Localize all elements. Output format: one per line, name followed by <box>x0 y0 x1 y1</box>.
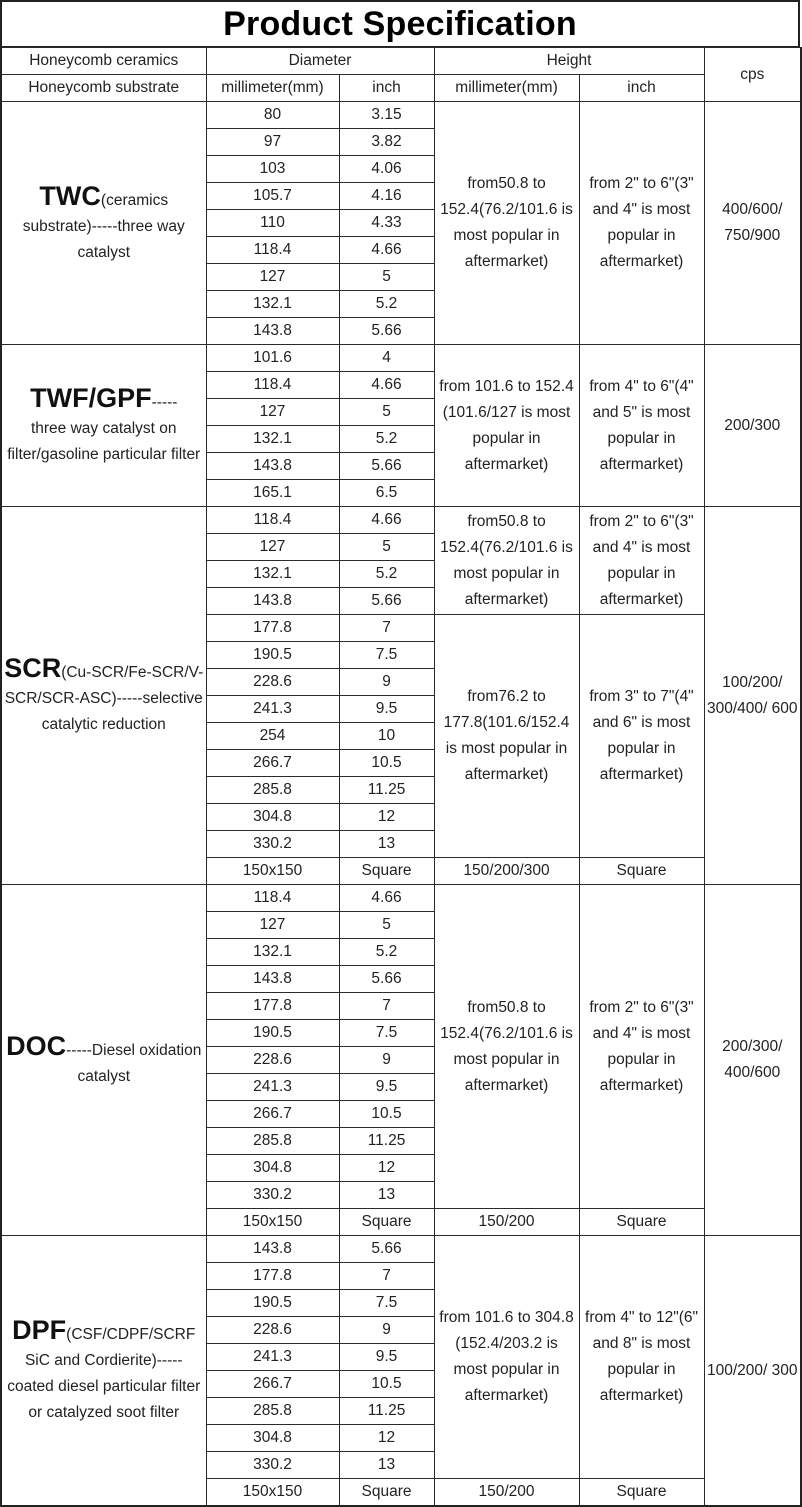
product-description: (CSF/CDPF/SCRF SiC and Cordierite)-----coated diesel particular filter or catalyzed soot filter <box>7 1326 201 1421</box>
diameter-inch-cell: 10.5 <box>339 1371 434 1398</box>
diameter-inch-cell: 9 <box>339 669 434 696</box>
diameter-inch-cell: 11.25 <box>339 777 434 804</box>
diameter-inch-cell: 13 <box>339 1452 434 1479</box>
diameter-mm-cell: 241.3 <box>206 1074 339 1101</box>
height-mm-cell: 150/200 <box>434 1209 579 1236</box>
height-inch-cell: Square <box>579 1479 704 1507</box>
header-cps: cps <box>704 48 801 102</box>
diameter-inch-cell: 10.5 <box>339 1101 434 1128</box>
diameter-mm-cell: 150x150 <box>206 858 339 885</box>
diameter-mm-cell: 177.8 <box>206 993 339 1020</box>
diameter-mm-cell: 266.7 <box>206 750 339 777</box>
diameter-inch-cell: 5.2 <box>339 426 434 453</box>
product-type-cell <box>1 102 206 345</box>
diameter-mm-cell: 177.8 <box>206 615 339 642</box>
product-description: -----Diesel oxidation catalyst <box>66 1041 202 1085</box>
diameter-mm-cell: 101.6 <box>206 345 339 372</box>
diameter-mm-cell: 330.2 <box>206 1182 339 1209</box>
diameter-mm-cell: 132.1 <box>206 939 339 966</box>
header-product-type-1: Honeycomb ceramics <box>1 48 206 75</box>
header-product-type-2: Honeycomb substrate <box>1 75 206 102</box>
diameter-mm-cell: 127 <box>206 912 339 939</box>
diameter-inch-cell: 5 <box>339 912 434 939</box>
diameter-inch-cell: 7 <box>339 993 434 1020</box>
table-row <box>1 885 801 912</box>
diameter-inch-cell: 5.66 <box>339 453 434 480</box>
height-mm-cell: from50.8 to 152.4(76.2/101.6 is most popular in aftermarket) <box>434 507 579 615</box>
height-mm-cell: 150/200/300 <box>434 858 579 885</box>
product-type-cell <box>1 507 206 885</box>
diameter-mm-cell: 110 <box>206 210 339 237</box>
height-inch-cell: from 2" to 6"(3" and 4" is most popular in aftermarket) <box>579 507 704 615</box>
diameter-mm-cell: 132.1 <box>206 561 339 588</box>
table-row <box>1 507 801 534</box>
diameter-mm-cell: 118.4 <box>206 372 339 399</box>
diameter-inch-cell: 4.66 <box>339 885 434 912</box>
height-mm-cell: from50.8 to 152.4(76.2/101.6 is most popular in aftermarket) <box>434 102 579 345</box>
diameter-inch-cell: 13 <box>339 1182 434 1209</box>
diameter-mm-cell: 330.2 <box>206 831 339 858</box>
diameter-inch-cell: 4.66 <box>339 237 434 264</box>
height-inch-cell: from 4" to 12"(6" and 8" is most popular in aftermarket) <box>579 1236 704 1479</box>
diameter-inch-cell: Square <box>339 858 434 885</box>
diameter-inch-cell: 5 <box>339 399 434 426</box>
table-row <box>1 1236 801 1263</box>
diameter-mm-cell: 143.8 <box>206 318 339 345</box>
diameter-mm-cell: 266.7 <box>206 1371 339 1398</box>
diameter-inch-cell: Square <box>339 1209 434 1236</box>
header-height-inch: inch <box>579 75 704 102</box>
diameter-mm-cell: 190.5 <box>206 1020 339 1047</box>
diameter-mm-cell: 228.6 <box>206 1047 339 1074</box>
diameter-inch-cell: 5.66 <box>339 1236 434 1263</box>
diameter-mm-cell: 150x150 <box>206 1479 339 1507</box>
diameter-inch-cell: 5 <box>339 534 434 561</box>
diameter-mm-cell: 143.8 <box>206 453 339 480</box>
diameter-inch-cell: 9.5 <box>339 1074 434 1101</box>
diameter-mm-cell: 143.8 <box>206 966 339 993</box>
diameter-mm-cell: 127 <box>206 534 339 561</box>
header-row-1 <box>1 48 801 75</box>
diameter-inch-cell: 12 <box>339 1155 434 1182</box>
diameter-inch-cell: 9 <box>339 1317 434 1344</box>
diameter-inch-cell: 7.5 <box>339 1290 434 1317</box>
diameter-inch-cell: 11.25 <box>339 1128 434 1155</box>
diameter-inch-cell: Square <box>339 1479 434 1507</box>
diameter-mm-cell: 304.8 <box>206 804 339 831</box>
diameter-inch-cell: 5.66 <box>339 966 434 993</box>
header-diameter: Diameter <box>206 48 434 75</box>
diameter-inch-cell: 9.5 <box>339 1344 434 1371</box>
product-code-suffix: ----- <box>151 394 178 411</box>
diameter-mm-cell: 228.6 <box>206 1317 339 1344</box>
diameter-inch-cell: 3.15 <box>339 102 434 129</box>
diameter-inch-cell: 5.2 <box>339 291 434 318</box>
diameter-mm-cell: 127 <box>206 399 339 426</box>
diameter-mm-cell: 80 <box>206 102 339 129</box>
diameter-mm-cell: 330.2 <box>206 1452 339 1479</box>
diameter-inch-cell: 5.66 <box>339 318 434 345</box>
height-mm-cell: from76.2 to 177.8(101.6/152.4 is most popular in aftermarket) <box>434 615 579 858</box>
page-title: Product Specification <box>0 0 800 47</box>
product-code: TWF/GPF <box>30 383 152 413</box>
diameter-mm-cell: 118.4 <box>206 507 339 534</box>
height-mm-cell: 150/200 <box>434 1479 579 1507</box>
diameter-inch-cell: 4.16 <box>339 183 434 210</box>
diameter-inch-cell: 7.5 <box>339 642 434 669</box>
product-code: DOC <box>6 1030 67 1061</box>
diameter-mm-cell: 103 <box>206 156 339 183</box>
height-mm-cell: from50.8 to 152.4(76.2/101.6 is most popular in aftermarket) <box>434 885 579 1209</box>
diameter-mm-cell: 228.6 <box>206 669 339 696</box>
diameter-inch-cell: 4.33 <box>339 210 434 237</box>
diameter-mm-cell: 266.7 <box>206 1101 339 1128</box>
product-type-cell <box>1 345 206 507</box>
product-code: DPF <box>12 1315 67 1345</box>
diameter-inch-cell: 12 <box>339 804 434 831</box>
product-description: (ceramics substrate)-----three way catalyst <box>22 191 185 261</box>
table-row <box>1 102 801 129</box>
table-row <box>1 345 801 372</box>
height-mm-cell: from 101.6 to 152.4 (101.6/127 is most popular in aftermarket) <box>434 345 579 507</box>
diameter-mm-cell: 285.8 <box>206 1398 339 1425</box>
diameter-mm-cell: 304.8 <box>206 1155 339 1182</box>
height-inch-cell: from 2" to 6"(3" and 4" is most popular in aftermarket) <box>579 102 704 345</box>
diameter-inch-cell: 7 <box>339 1263 434 1290</box>
diameter-mm-cell: 143.8 <box>206 588 339 615</box>
spec-table <box>0 47 802 1507</box>
height-mm-cell: from 101.6 to 304.8 (152.4/203.2 is most popular in aftermarket) <box>434 1236 579 1479</box>
diameter-inch-cell: 10 <box>339 723 434 750</box>
cps-cell: 100/200/ 300 <box>704 1236 801 1507</box>
diameter-mm-cell: 127 <box>206 264 339 291</box>
header-diameter-mm: millimeter(mm) <box>206 75 339 102</box>
cps-cell: 200/300 <box>704 345 801 507</box>
diameter-mm-cell: 143.8 <box>206 1236 339 1263</box>
product-description: (Cu-SCR/Fe-SCR/V-SCR/SCR-ASC)-----selective catalytic reduction <box>4 664 204 733</box>
diameter-mm-cell: 118.4 <box>206 237 339 264</box>
diameter-mm-cell: 190.5 <box>206 1290 339 1317</box>
header-diameter-inch: inch <box>339 75 434 102</box>
diameter-inch-cell: 4.06 <box>339 156 434 183</box>
height-inch-cell: from 4" to 6"(4" and 5" is most popular in aftermarket) <box>579 345 704 507</box>
diameter-mm-cell: 241.3 <box>206 1344 339 1371</box>
header-height: Height <box>434 48 704 75</box>
diameter-mm-cell: 177.8 <box>206 1263 339 1290</box>
diameter-inch-cell: 5.2 <box>339 939 434 966</box>
diameter-inch-cell: 10.5 <box>339 750 434 777</box>
diameter-inch-cell: 11.25 <box>339 1398 434 1425</box>
height-inch-cell: Square <box>579 858 704 885</box>
diameter-mm-cell: 285.8 <box>206 1128 339 1155</box>
diameter-inch-cell: 4 <box>339 345 434 372</box>
cps-cell: 100/200/ 300/400/ 600 <box>704 507 801 885</box>
diameter-mm-cell: 254 <box>206 723 339 750</box>
diameter-inch-cell: 5 <box>339 264 434 291</box>
product-type-cell <box>1 1236 206 1507</box>
diameter-mm-cell: 241.3 <box>206 696 339 723</box>
height-inch-cell: from 2" to 6"(3" and 4" is most popular in aftermarket) <box>579 885 704 1209</box>
diameter-inch-cell: 5.2 <box>339 561 434 588</box>
diameter-mm-cell: 285.8 <box>206 777 339 804</box>
header-row-2 <box>1 75 801 102</box>
diameter-inch-cell: 9.5 <box>339 696 434 723</box>
diameter-mm-cell: 132.1 <box>206 291 339 318</box>
diameter-inch-cell: 13 <box>339 831 434 858</box>
diameter-inch-cell: 6.5 <box>339 480 434 507</box>
diameter-mm-cell: 165.1 <box>206 480 339 507</box>
diameter-inch-cell: 4.66 <box>339 507 434 534</box>
diameter-mm-cell: 190.5 <box>206 642 339 669</box>
diameter-mm-cell: 150x150 <box>206 1209 339 1236</box>
diameter-mm-cell: 118.4 <box>206 885 339 912</box>
diameter-mm-cell: 304.8 <box>206 1425 339 1452</box>
product-code: SCR <box>4 653 62 683</box>
diameter-mm-cell: 132.1 <box>206 426 339 453</box>
diameter-inch-cell: 12 <box>339 1425 434 1452</box>
height-inch-cell: Square <box>579 1209 704 1236</box>
product-description: three way catalyst on filter/gasoline particular filter <box>7 420 201 463</box>
diameter-inch-cell: 7 <box>339 615 434 642</box>
diameter-mm-cell: 105.7 <box>206 183 339 210</box>
diameter-inch-cell: 7.5 <box>339 1020 434 1047</box>
product-type-cell <box>1 885 206 1236</box>
diameter-inch-cell: 9 <box>339 1047 434 1074</box>
diameter-mm-cell: 97 <box>206 129 339 156</box>
diameter-inch-cell: 4.66 <box>339 372 434 399</box>
diameter-inch-cell: 3.82 <box>339 129 434 156</box>
cps-cell: 200/300/ 400/600 <box>704 885 801 1236</box>
cps-cell: 400/600/ 750/900 <box>704 102 801 345</box>
header-height-mm: millimeter(mm) <box>434 75 579 102</box>
product-code: TWC <box>39 180 101 211</box>
height-inch-cell: from 3" to 7"(4" and 6" is most popular in aftermarket) <box>579 615 704 858</box>
diameter-inch-cell: 5.66 <box>339 588 434 615</box>
